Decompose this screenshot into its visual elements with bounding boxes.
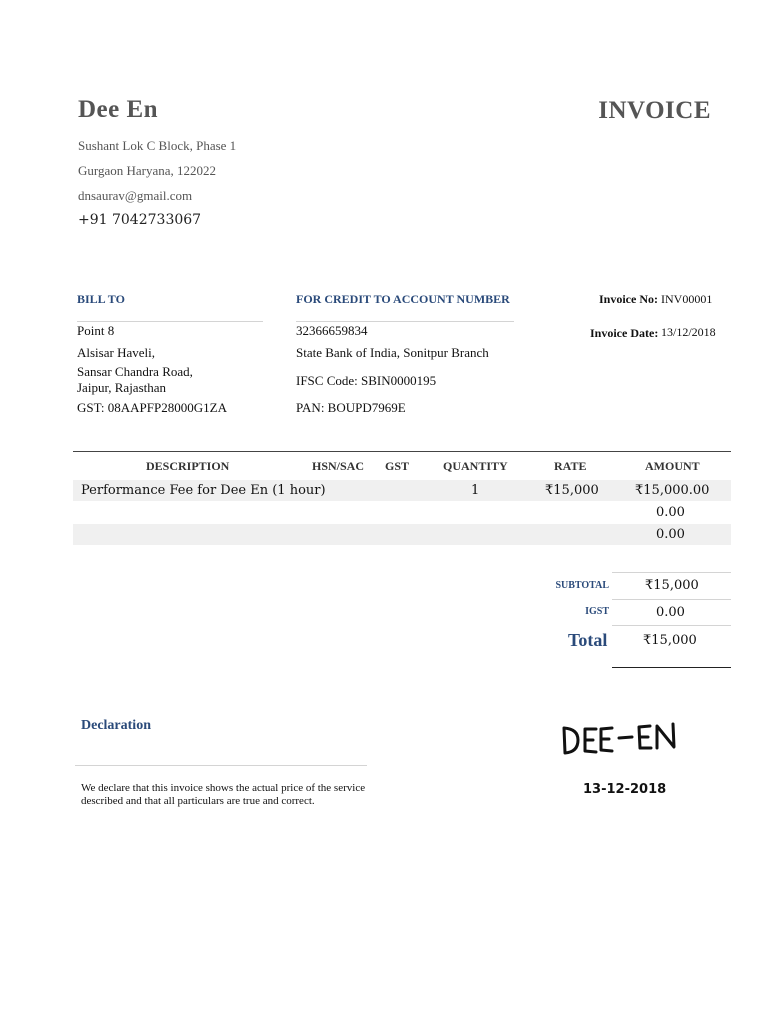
invoice-no-label: Invoice No: [599, 292, 658, 306]
row3-amount: 0.00 [656, 527, 685, 542]
account-number: 32366659834 [296, 323, 368, 338]
subtotal-label: SUBTOTAL [555, 580, 609, 591]
document-title: INVOICE [598, 97, 711, 124]
invoice-date-value: 13/12/2018 [661, 325, 716, 339]
igst-top-divider [612, 599, 731, 600]
row1-quantity: 1 [471, 483, 480, 498]
invoice-date-label: Invoice Date: [590, 326, 659, 340]
total-top-divider [612, 625, 731, 626]
row2-amount: 0.00 [656, 505, 685, 520]
column-header-amount: AMOUNT [645, 459, 700, 473]
account-divider [296, 321, 514, 322]
signature-image [560, 720, 690, 760]
igst-value: 0.00 [656, 605, 685, 620]
company-address-line2: Gurgaon Haryana, 122022 [78, 163, 217, 178]
account-ifsc: IFSC Code: SBIN0000195 [296, 373, 437, 388]
total-label: Total [568, 630, 608, 650]
total-bottom-divider [612, 667, 731, 668]
table-row [73, 524, 731, 545]
igst-label: IGST [585, 606, 609, 617]
bill-to-address-line2: Sansar Chandra Road, [77, 364, 193, 379]
bill-to-gst: GST: 08AAPFP28000G1ZA [77, 400, 227, 415]
invoice-no-value: INV00001 [661, 292, 713, 306]
column-header-rate: RATE [554, 459, 587, 473]
declaration-divider [75, 765, 367, 766]
company-email: dnsaurav@gmail.com [78, 188, 193, 203]
table-top-border [73, 451, 731, 452]
bill-to-divider [77, 321, 263, 322]
account-heading: FOR CREDIT TO ACCOUNT NUMBER [296, 292, 510, 306]
bill-to-address-line3: Jaipur, Rajasthan [77, 380, 167, 395]
column-header-hsn-sac: HSN/SAC [312, 459, 365, 473]
row1-description: Performance Fee for Dee En (1 hour) [81, 483, 326, 498]
bill-to-heading: BILL TO [77, 292, 125, 306]
table-row [73, 502, 731, 523]
company-address-line1: Sushant Lok C Block, Phase 1 [78, 138, 237, 153]
account-bank: State Bank of India, Sonitpur Branch [296, 345, 489, 360]
bill-to-address-line1: Alsisar Haveli, [77, 345, 155, 360]
company-name: Dee En [78, 96, 159, 123]
subtotal-value: ₹15,000 [645, 578, 699, 593]
row1-amount: ₹15,000.00 [635, 483, 710, 498]
total-value: ₹15,000 [643, 633, 697, 648]
company-phone: +91 7042733067 [78, 212, 202, 228]
declaration-text: We declare that this invoice shows the actual price of the service described and that all particulars are true and correct. [81, 782, 366, 807]
row1-rate: ₹15,000 [545, 483, 599, 498]
column-header-description: DESCRIPTION [146, 459, 230, 473]
subtotal-top-divider [612, 572, 731, 573]
signature-date: 13-12-2018 [583, 782, 667, 797]
column-header-quantity: QUANTITY [443, 459, 508, 473]
declaration-heading: Declaration [81, 718, 151, 733]
bill-to-name: Point 8 [77, 323, 115, 338]
column-header-gst: GST [385, 459, 410, 473]
account-pan: PAN: BOUPD7969E [296, 400, 406, 415]
